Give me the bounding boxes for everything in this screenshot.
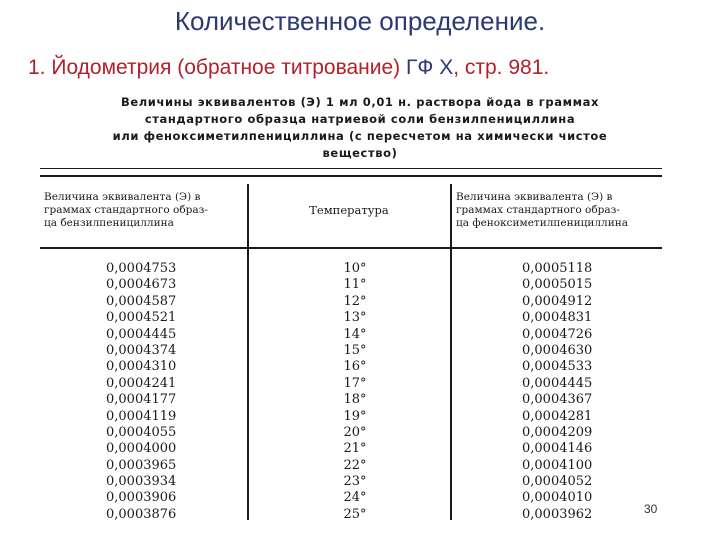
table-cell: 0,0004912	[522, 293, 593, 309]
column-benzylpenicillin-values	[106, 261, 176, 523]
table-cell: 0,0004310	[106, 359, 177, 375]
table-cell: 0,0004052	[522, 474, 593, 490]
table-cell: 17°	[343, 375, 367, 391]
subtitle-page-ref: , стр. 981.	[453, 56, 550, 79]
table-cell: 0,0004445	[522, 375, 593, 391]
table-cell: 0,0004726	[522, 326, 593, 342]
table-cell: 0,0004177	[106, 392, 177, 408]
table-cell: 21°	[343, 441, 367, 457]
table-cell: 0,0005015	[522, 277, 593, 293]
table-cell: 0,0004209	[522, 424, 593, 440]
table-cell: 16°	[343, 359, 367, 375]
table-cell: 0,0004374	[106, 342, 177, 358]
table-cell: 0,0004146	[522, 441, 593, 457]
table-cell: 0,0003876	[106, 506, 177, 522]
table-cell: 15°	[343, 342, 367, 358]
table-cell: 13°	[343, 310, 367, 326]
table-cell: 0,0005118	[522, 261, 593, 276]
caption-line: вещество)	[322, 146, 398, 160]
table-cell: 0,0004055	[106, 424, 177, 440]
header-line: граммах стандартного образ-	[44, 204, 208, 216]
subtitle-method: 1. Йодометрия (обратное титрование)	[28, 56, 401, 79]
table-cell: 0,0004000	[106, 441, 177, 457]
header-line: Величина эквивалента (Э) в	[456, 191, 613, 203]
table-cell: 0,0003934	[106, 474, 177, 490]
header-left	[44, 191, 244, 230]
table-cell: 0,0004753	[106, 261, 177, 276]
header-temperature: Температура	[309, 203, 389, 217]
table-caption	[70, 94, 650, 162]
table-cell: 12°	[343, 293, 367, 309]
caption-line: стандартного образца натриевой соли бензилпенициллина	[144, 112, 576, 126]
table-cell: 11°	[343, 277, 367, 293]
table-top-rule	[40, 168, 662, 169]
caption-line: Величины эквивалентов (Э) 1 мл 0,01 н. раствора йода в граммах	[121, 95, 599, 109]
page-number: 30	[644, 502, 658, 516]
table-cell: 0,0004010	[522, 490, 593, 506]
table-cell: 0,0004533	[522, 359, 593, 375]
column-divider	[450, 184, 452, 520]
table-cell: 25°	[343, 506, 367, 522]
table-top-rule-2	[40, 175, 662, 177]
table-header-rule	[40, 247, 662, 249]
table-cell: 10°	[343, 261, 367, 276]
table-cell: 0,0004119	[106, 408, 177, 424]
table-cell: 0,0004831	[522, 310, 593, 326]
table-cell: 0,0004587	[106, 293, 177, 309]
table-cell: 19°	[343, 408, 367, 424]
caption-line: или феноксиметилпенициллина (с пересчетом на химически чистое	[112, 129, 608, 143]
table-cell: 23°	[343, 474, 367, 490]
slide-title: Количественное определение.	[174, 6, 546, 36]
subtitle	[28, 56, 549, 80]
table-cell: 0,0003962	[522, 506, 593, 522]
table-cell: 0,0004241	[106, 375, 177, 391]
table-cell: 20°	[343, 424, 367, 440]
table-cell: 0,0004281	[522, 408, 593, 424]
column-temperatures	[300, 261, 410, 523]
header-line: Величина эквивалента (Э) в	[44, 191, 201, 203]
column-phenoxymethylpenicillin-values	[522, 261, 592, 523]
header-line: ца бензилпенициллина	[44, 217, 174, 229]
subtitle-pharmacopoeia: ГФ X	[400, 56, 454, 79]
column-divider	[247, 184, 249, 520]
table-cell: 0,0004630	[522, 342, 593, 358]
header-line: ца феноксиметилпенициллина	[456, 217, 628, 229]
table-cell: 0,0004367	[522, 392, 593, 408]
table-cell: 0,0004521	[106, 310, 177, 326]
table-cell: 24°	[343, 490, 367, 506]
table-cell: 0,0004100	[522, 457, 593, 473]
table-cell: 14°	[343, 326, 367, 342]
table-cell: 22°	[343, 457, 367, 473]
table-cell: 0,0003965	[106, 457, 177, 473]
table-cell: 18°	[343, 392, 367, 408]
header-right	[456, 191, 662, 230]
table-cell: 0,0004673	[106, 277, 177, 293]
header-line: граммах стандартного образ-	[456, 204, 620, 216]
table-cell: 0,0003906	[106, 490, 177, 506]
table-cell: 0,0004445	[106, 326, 177, 342]
